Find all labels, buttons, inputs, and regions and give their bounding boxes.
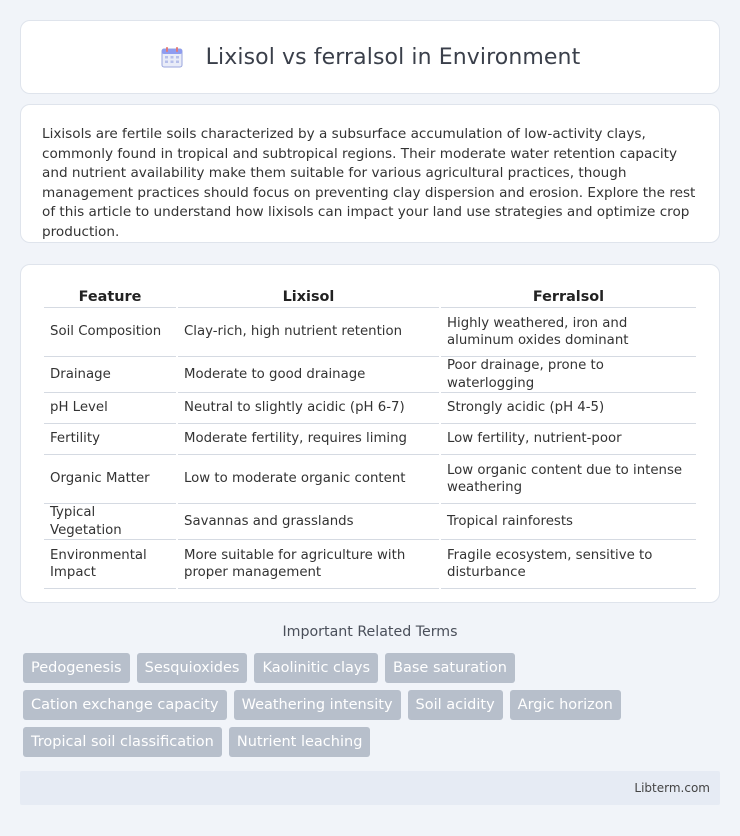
tag-weathering-intensity[interactable]: Weathering intensity xyxy=(234,690,401,720)
footer xyxy=(20,771,720,805)
table-cell: Environmental Impact xyxy=(44,540,176,589)
intro-text: Lixisols are fertile soils characterized by a subsurface accumulation of low-activity clays, commonly found in tropical and subtropical regions. Their moderate water retention capacity and nutrient availability make them suitable for various agricultural practices, though management practices should focus on preventing clay dispersion and erosion. Explore the rest of this article to understand how lixisols can impact your land use strategies and optimize crop production. xyxy=(42,126,696,240)
table-cell: Drainage xyxy=(44,357,176,393)
table-cell: Moderate fertility, requires liming xyxy=(178,424,439,455)
calendar-icon xyxy=(160,45,184,69)
comparison-card xyxy=(20,264,720,603)
table-cell: Clay-rich, high nutrient retention xyxy=(178,308,439,357)
tag-argic-horizon[interactable]: Argic horizon xyxy=(510,690,621,720)
footer-link[interactable]: Libterm.com xyxy=(634,781,710,795)
table-cell: Poor drainage, prone to waterlogging xyxy=(441,357,696,393)
table-header-row xyxy=(44,283,696,308)
header-ferralsol: Ferralsol xyxy=(441,283,696,308)
tag-tropical-soil-classification[interactable]: Tropical soil classification xyxy=(23,727,222,757)
title-card xyxy=(20,20,720,94)
tag-cation-exchange-capacity[interactable]: Cation exchange capacity xyxy=(23,690,227,720)
table-cell: Highly weathered, iron and aluminum oxides dominant xyxy=(441,308,696,357)
header-lixisol: Lixisol xyxy=(178,283,439,308)
table-cell: pH Level xyxy=(44,393,176,424)
table-cell: Low fertility, nutrient-poor xyxy=(441,424,696,455)
table-row xyxy=(44,393,696,424)
related-terms-title: Important Related Terms xyxy=(282,624,458,640)
table-cell: Neutral to slightly acidic (pH 6-7) xyxy=(178,393,439,424)
table-cell: Low to moderate organic content xyxy=(178,455,439,504)
table-cell: Low organic content due to intense weathering xyxy=(441,455,696,504)
tag-soil-acidity[interactable]: Soil acidity xyxy=(408,690,503,720)
table-cell: Fertility xyxy=(44,424,176,455)
table-cell: Moderate to good drainage xyxy=(178,357,439,393)
table-row xyxy=(44,308,696,357)
table-row xyxy=(44,357,696,393)
table-cell: Savannas and grasslands xyxy=(178,504,439,540)
table-cell: Organic Matter xyxy=(44,455,176,504)
tag-sesquioxides[interactable]: Sesquioxides xyxy=(137,653,248,683)
table-row xyxy=(44,424,696,455)
table-cell: Strongly acidic (pH 4-5) xyxy=(441,393,696,424)
intro-card xyxy=(20,104,720,243)
table-row xyxy=(44,455,696,504)
comparison-table xyxy=(42,283,698,589)
header-feature: Feature xyxy=(44,283,176,308)
table-row xyxy=(44,504,696,540)
table-cell: Tropical rainforests xyxy=(441,504,696,540)
page-title: Lixisol vs ferralsol in Environment xyxy=(205,44,581,70)
tag-nutrient-leaching[interactable]: Nutrient leaching xyxy=(229,727,371,757)
table-cell: Soil Composition xyxy=(44,308,176,357)
tag-pedogenesis[interactable]: Pedogenesis xyxy=(23,653,130,683)
tag-kaolinitic-clays[interactable]: Kaolinitic clays xyxy=(254,653,378,683)
tag-base-saturation[interactable]: Base saturation xyxy=(385,653,515,683)
table-cell: Typical Vegetation xyxy=(44,504,176,540)
table-cell: Fragile ecosystem, sensitive to disturbance xyxy=(441,540,696,589)
table-cell: More suitable for agriculture with proper management xyxy=(178,540,439,589)
related-terms-list xyxy=(20,653,720,764)
table-row xyxy=(44,540,696,589)
